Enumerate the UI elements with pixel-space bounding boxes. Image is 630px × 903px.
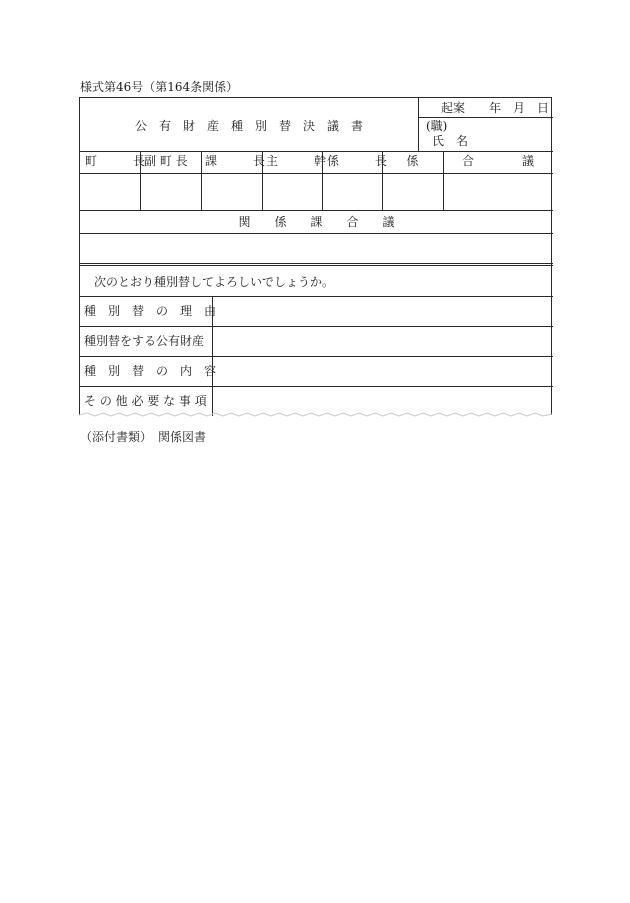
approver-unit-chief: 係 長 bbox=[327, 154, 388, 168]
field-other-label: そ の 他 必 要 な 事 項 bbox=[84, 394, 207, 408]
approver-chief-clerk: 主 幹 bbox=[266, 154, 327, 168]
approver-deputy-mayor: 副 町 長 bbox=[144, 154, 188, 168]
field-reason-label: 種 別 替 の 理 由 bbox=[84, 304, 217, 318]
approver-consultation: 合 議 bbox=[461, 154, 534, 168]
approver-section-chief: 課 長 bbox=[205, 154, 266, 168]
resolution-form bbox=[79, 97, 552, 415]
form-number: 様式第46号（第164条関係） bbox=[80, 80, 239, 94]
related-sections-label: 関 係 課 合 議 bbox=[238, 215, 395, 229]
approver-mayor: 町 長 bbox=[85, 154, 146, 168]
attachments-note: （添付書類） 関係図書 bbox=[80, 430, 207, 444]
position-label: (職) bbox=[426, 119, 448, 133]
torn-edge bbox=[79, 410, 552, 420]
form-title: 公 有 財 産 種 別 替 決 議 書 bbox=[134, 119, 363, 133]
field-property-label: 種別替をする公有財産 bbox=[84, 334, 205, 348]
approver-staff: 係 bbox=[406, 154, 419, 168]
name-label: 氏 名 bbox=[432, 134, 469, 148]
draft-date: 起案 年 月 日 bbox=[441, 101, 550, 115]
request-text: 次のとおり種別替してよろしいでしょうか。 bbox=[94, 275, 335, 289]
field-content-label: 種 別 替 の 内 容 bbox=[84, 364, 217, 378]
